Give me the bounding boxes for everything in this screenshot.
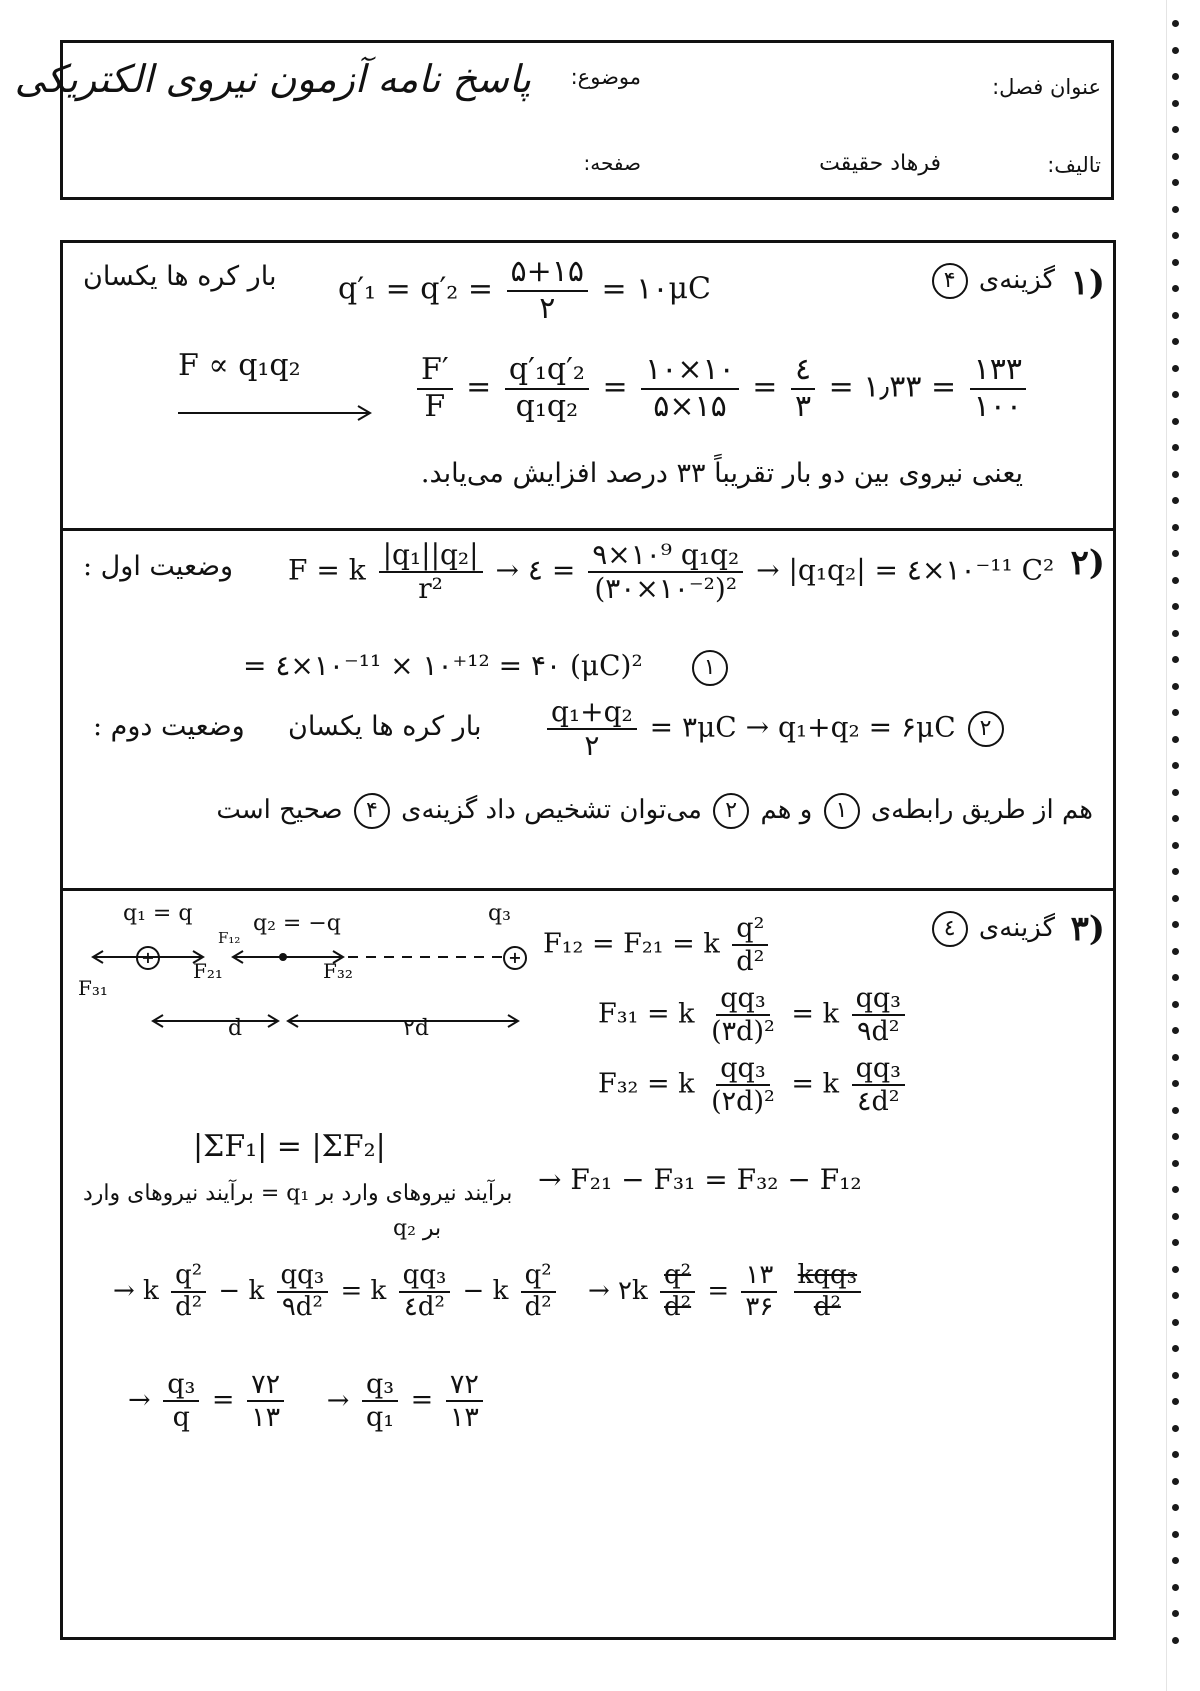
chapter-label: عنوان فصل: (992, 75, 1101, 99)
arrow-icon (178, 403, 378, 423)
q2-equation-line2 (243, 649, 731, 686)
binding-hole (1172, 630, 1179, 637)
distance-2d-label: ۲d (403, 1016, 429, 1041)
distance-d-label: d (228, 1016, 243, 1041)
fraction-numerator: q₃ (362, 1369, 398, 1402)
coulomb-fraction (379, 539, 483, 605)
f12-equation (543, 913, 772, 977)
fraction-numerator: qq₃ (716, 1053, 769, 1086)
force-f31-label: F₃₁ (78, 976, 108, 1000)
binding-hole (1172, 1054, 1179, 1061)
proportion: F ∝ q₁q₂ (178, 348, 301, 383)
fraction-numerator: qq₃ (852, 983, 905, 1016)
fraction-denominator: ۹d² (281, 1291, 323, 1322)
binding-hole (1172, 100, 1179, 107)
binding-hole (1172, 1186, 1179, 1193)
coulomb-law: F = k (288, 553, 366, 587)
fraction-numerator: q² (660, 1261, 695, 1293)
binding-hole (1172, 47, 1179, 54)
binding-hole (1172, 842, 1179, 849)
equation-ref-2: ۲ (713, 793, 749, 829)
equation-text: − k (218, 1275, 265, 1306)
fraction-numerator: qq₃ (277, 1261, 329, 1293)
fraction-denominator: ۱۳ (251, 1402, 281, 1434)
conclusion-text: و هم (760, 795, 813, 825)
binding-hole (1172, 550, 1179, 557)
simplified-ratio (791, 353, 815, 424)
binding-hole (1172, 868, 1179, 875)
binding-hole (1172, 762, 1179, 769)
fraction-denominator: ۳ (794, 388, 812, 424)
binding-hole (1172, 1292, 1179, 1299)
binding-hole (1172, 259, 1179, 266)
fraction-denominator: q₁ (365, 1402, 395, 1434)
fraction-numerator: F′ (417, 353, 453, 390)
value-ratio (641, 353, 739, 424)
page-label: صفحه: (583, 151, 641, 175)
binding-hole (1172, 1107, 1179, 1114)
q2-equation-line1 (288, 539, 1054, 605)
binding-hole (1172, 683, 1179, 690)
answer-choice (929, 911, 1055, 947)
fraction-numerator: ۱۳ (741, 1261, 777, 1293)
binding-hole (1172, 736, 1179, 743)
force-ratio (417, 353, 453, 424)
binding-hole (1172, 815, 1179, 822)
fraction-numerator: ۱۳۳ (970, 353, 1026, 390)
notebook-binding (1168, 20, 1190, 1680)
equation-fraction (660, 1261, 695, 1323)
force-f12-label: F₁₂ (218, 929, 241, 947)
choice-label: گزینه‌ی (978, 913, 1055, 943)
f32-equation (598, 1053, 909, 1117)
page-edge (1166, 0, 1167, 1691)
binding-hole (1172, 974, 1179, 981)
equation-text: = k (791, 998, 839, 1030)
equation-fraction (247, 1369, 284, 1433)
fraction-denominator: ۹d² (856, 1016, 900, 1048)
equation-text: → (326, 1384, 350, 1416)
q2-equation-line3 (543, 696, 1007, 762)
expanded-balance: → k $\frac{\text{q²}}{\text{d²}}$ − k $\frac{\text{qq₃}}{\text{۹d²}}$ = k $\frac{\text{qq₃}}{\text{٤d²}}$ − k $\frac{\text{q²}}{\text{d²}}$ → ۲k $\frac{\text{q²}}{\text{d²}}$ = $\frac{۱۳}{۳۶}$ $\frac{\text{kqq₃}}{\text{d²}}$ (113, 1261, 865, 1323)
equation-fraction (521, 1261, 556, 1323)
equation-ref-1: ۱ (824, 793, 860, 829)
binding-hole (1172, 603, 1179, 610)
fraction-numerator: ۱۰×۱۰ (641, 353, 739, 390)
fraction-numerator: kqq₃ (794, 1261, 861, 1293)
answer-box (60, 240, 1116, 1640)
binding-hole (1172, 312, 1179, 319)
fraction-numerator: q₃ (163, 1369, 199, 1402)
binding-hole (1172, 1425, 1179, 1432)
decimal-ratio: = ۱٫۳۳ = (828, 369, 957, 405)
equation-text: → ۲k (587, 1275, 648, 1306)
fraction-denominator: ٤d² (403, 1291, 445, 1322)
binding-hole (1172, 1027, 1179, 1034)
fraction-numerator: qq₃ (716, 983, 769, 1016)
net-force-equality: |ΣF₁| = |ΣF₂| (193, 1129, 386, 1164)
equation-text: F₃₁ = k (598, 998, 695, 1030)
choice-label: گزینه‌ی (978, 265, 1055, 295)
charge-q1-label: q₁ = q (123, 901, 193, 926)
binding-hole (1172, 1584, 1179, 1591)
force-f21-label: F₂₁ (193, 959, 223, 983)
answer-2 (63, 531, 1113, 888)
binding-hole (1172, 497, 1179, 504)
charge-sum: = ۳μC → q₁+q₂ = ۶μC (649, 710, 956, 744)
fraction-numerator: qq₃ (399, 1261, 451, 1293)
q1-equal-charges: q′₁ = q′₂ = (338, 271, 503, 307)
equation-text: − k (462, 1275, 509, 1306)
binding-hole (1172, 1345, 1179, 1352)
equation-fraction (171, 1261, 206, 1323)
binding-hole (1172, 1239, 1179, 1246)
fraction-numerator: ٤ (791, 353, 815, 390)
conclusion-text: می‌توان تشخیص داد گزینه‌ی (401, 795, 702, 825)
fraction-denominator: d² (736, 946, 765, 978)
conclusion-text: هم از طریق رابطه‌ی (870, 795, 1093, 825)
fraction-denominator: d² (524, 1291, 552, 1322)
author-value: فرهاد حقیقت (819, 151, 941, 176)
fraction-numerator: ۵+۱۵ (507, 255, 588, 292)
answer-3 (63, 891, 1113, 1641)
fraction-numerator: |q₁||q₂| (379, 539, 483, 573)
binding-hole (1172, 1372, 1179, 1379)
equation-fraction (163, 1369, 199, 1433)
binding-hole (1172, 1133, 1179, 1140)
binding-hole (1172, 948, 1179, 955)
binding-hole (1172, 1557, 1179, 1564)
charge-q3-label: q₃ (488, 901, 511, 926)
q1-result: = ۱۰μC (601, 271, 711, 307)
fraction-numerator: q₁+q₂ (547, 696, 637, 730)
fraction-denominator: ۱۰۰ (973, 388, 1022, 424)
equation-fraction (707, 983, 779, 1047)
fraction-denominator: d² (175, 1291, 203, 1322)
binding-hole (1172, 418, 1179, 425)
binding-hole (1172, 1504, 1179, 1511)
charge-diagram (78, 901, 553, 1071)
fraction-denominator: ٤d² (856, 1086, 900, 1118)
average-fraction (547, 696, 637, 762)
binding-hole (1172, 73, 1179, 80)
net-force-note: برآیند نیروهای وارد بر q₁ = برآیند نیروهای وارد (83, 1181, 513, 1206)
equation-fraction (852, 1053, 905, 1117)
fraction-numerator: qq₃ (852, 1053, 905, 1086)
q1-equation-line2: $\frac{F'}{F}$ = $\frac{\text{q′₁q′₂}}{\text{q₁q₂}}$ = $\frac{۱۰\times ۱۰}{۵\times ۱۵}$ = $\frac{٤}{۳}$ = ۱٫۳۳ = $\frac{۱۳۳}{۱۰۰}$ (413, 353, 1030, 424)
fraction-denominator: d² (813, 1291, 841, 1322)
binding-hole (1172, 1610, 1179, 1617)
binding-hole (1172, 789, 1179, 796)
fraction-numerator: ۷۲ (446, 1369, 483, 1402)
fraction-denominator: ۱۳ (449, 1402, 479, 1434)
question-number: ۲) (1070, 543, 1105, 583)
binding-hole (1172, 365, 1179, 372)
fraction-denominator: (۳d)² (711, 1016, 775, 1048)
fraction-denominator: (۲d)² (711, 1086, 775, 1118)
fraction-numerator: q² (521, 1261, 556, 1293)
charge-line-diagram (83, 901, 553, 1071)
binding-hole (1172, 20, 1179, 27)
q1-conclusion: یعنی نیروی بین دو بار تقریباً ۳۳ درصد افزایش می‌یابد. (420, 458, 1023, 489)
binding-hole (1172, 1266, 1179, 1273)
fraction-denominator: F (424, 388, 446, 424)
equation-fraction (446, 1369, 483, 1433)
charge-q2-dot (279, 953, 287, 961)
charge-q2-label: q₂ = −q (253, 911, 341, 936)
equation-text: = k (791, 1068, 839, 1100)
binding-hole (1172, 577, 1179, 584)
binding-hole (1172, 338, 1179, 345)
equation-tag-1: ۱ (692, 650, 728, 686)
percent-ratio (970, 353, 1026, 424)
equation-tag-2: ۲ (968, 711, 1004, 747)
final-result: → $\frac{\text{q₃}}{q}$ = $\frac{۷۲}{۱۳}$ → $\frac{\text{q₃}}{\text{q₁}}$ = $\frac{۷۲}{۱۳}$ (128, 1369, 487, 1433)
charge-q3-plus: + (503, 946, 527, 970)
subject-value: پاسخ نامه آزمون نیروی الکتریکی (14, 57, 531, 101)
same-charge-note: بار کره ها یکسان (288, 711, 482, 742)
equation-fraction (741, 1261, 777, 1323)
fraction-numerator: ۷۲ (247, 1369, 284, 1402)
equation-fraction (399, 1261, 451, 1323)
binding-hole (1172, 656, 1179, 663)
binding-hole (1172, 1001, 1179, 1008)
net-force-note-2: بر q₂ (393, 1216, 442, 1241)
fraction-denominator: r² (418, 572, 443, 606)
binding-hole (1172, 524, 1179, 531)
fraction-numerator: q² (171, 1261, 206, 1293)
fraction-numerator: q′₁q′₂ (505, 353, 589, 390)
binding-hole (1172, 444, 1179, 451)
state-two-label: وضعیت دوم : (93, 711, 245, 742)
binding-hole (1172, 1478, 1179, 1485)
q2-conclusion (216, 793, 1093, 829)
unit-conversion: = ٤×۱۰⁻¹¹ × ۱۰⁺¹² = ۴۰ (μC)² (243, 649, 643, 682)
binding-hole (1172, 709, 1179, 716)
equation-fraction (732, 913, 768, 977)
fraction-denominator: q (172, 1402, 190, 1434)
fraction-numerator: ۹×۱۰⁹ q₁q₂ (588, 539, 743, 573)
subject-label: موضوع: (570, 65, 641, 89)
fraction-denominator: ۳۶ (745, 1291, 774, 1322)
equation-text: → (128, 1384, 151, 1416)
answer-choice (929, 263, 1055, 299)
binding-hole (1172, 153, 1179, 160)
fraction-denominator: ۲ (584, 729, 600, 763)
state-one-label: وضعیت اول : (83, 551, 234, 582)
binding-hole (1172, 232, 1179, 239)
question-number: ۳) (1070, 909, 1105, 949)
binding-hole (1172, 895, 1179, 902)
equation-fraction (852, 983, 905, 1047)
equation-fraction (277, 1261, 329, 1323)
binding-hole (1172, 1319, 1179, 1326)
answer-1 (63, 243, 1113, 528)
equation-text: F₁₂ = F₂₁ = k (543, 928, 720, 960)
binding-hole (1172, 1637, 1179, 1644)
fraction-denominator: ۵×۱۵ (653, 388, 727, 424)
fraction-denominator: (۳۰×۱۰⁻²)² (594, 572, 738, 606)
equation-fraction (362, 1369, 398, 1433)
charge-q1-plus: + (136, 946, 160, 970)
header-box (14, 40, 1114, 200)
binding-hole (1172, 1213, 1179, 1220)
binding-hole (1172, 126, 1179, 133)
average-fraction (507, 255, 588, 326)
equation-text: → k (113, 1275, 159, 1306)
binding-hole (1172, 1080, 1179, 1087)
f31-equation (598, 983, 909, 1047)
equation-text: = k (340, 1275, 387, 1306)
binding-hole (1172, 179, 1179, 186)
force-balance: → F₂₁ − F₃₁ = F₃₂ − F₁₂ (538, 1163, 862, 1196)
binding-hole (1172, 206, 1179, 213)
fraction-denominator: d² (664, 1291, 692, 1322)
same-charge-note: بار کره ها یکسان (83, 261, 277, 292)
choice-circle: ۴ (932, 263, 968, 299)
binding-hole (1172, 1531, 1179, 1538)
binding-hole (1172, 1398, 1179, 1405)
author-label: تالیف: (1047, 153, 1101, 177)
fraction-denominator: ۲ (539, 290, 556, 326)
binding-hole (1172, 1160, 1179, 1167)
binding-hole (1172, 921, 1179, 928)
conclusion-text: صحیح است (216, 795, 343, 825)
equation-fraction (794, 1261, 861, 1323)
fraction-denominator: q₁q₂ (515, 388, 579, 424)
values-fraction (588, 539, 743, 605)
binding-hole (1172, 471, 1179, 478)
choice-circle: ٤ (932, 911, 968, 947)
question-number: ۱) (1070, 263, 1105, 303)
charge-product: → |q₁q₂| = ٤×۱۰⁻¹¹ C² (756, 553, 1055, 587)
q1-equation-line1 (338, 255, 711, 326)
fraction-numerator: q² (732, 913, 768, 946)
substitution: → ٤ = (495, 553, 576, 587)
choice-circle: ۴ (354, 793, 390, 829)
binding-hole (1172, 1451, 1179, 1458)
charge-ratio (505, 353, 589, 424)
equation-fraction (707, 1053, 779, 1117)
equation-text: F₃₂ = k (598, 1068, 695, 1100)
binding-hole (1172, 285, 1179, 292)
binding-hole (1172, 391, 1179, 398)
force-f32-label: F₃₂ (323, 959, 353, 983)
